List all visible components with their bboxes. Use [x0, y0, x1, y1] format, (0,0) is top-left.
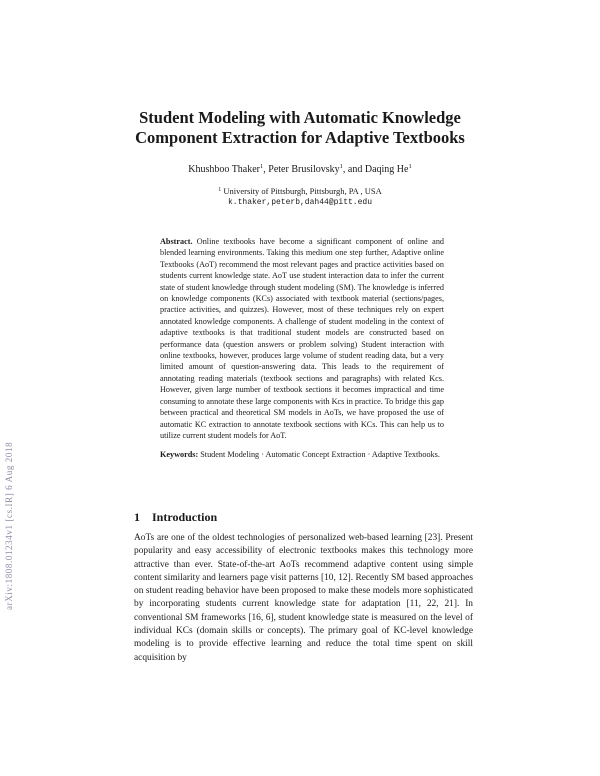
keywords-label: Keywords: — [160, 450, 199, 460]
section-number: 1 — [134, 510, 140, 524]
keywords-text: Student Modeling · Automatic Concept Extraction · Adaptive Textbooks. — [200, 450, 440, 460]
affiliation-text: University of Pittsburgh, Pittsburgh, PA , USA — [223, 186, 382, 196]
affil-mark: 1 — [218, 187, 222, 193]
author-separator: , and — [342, 164, 365, 175]
abstract-label: Abstract. — [160, 237, 193, 246]
title-line-2: Component Extraction for Adaptive Textbooks — [135, 128, 465, 147]
section-title: Introduction — [152, 510, 218, 524]
section-heading-introduction — [134, 510, 217, 525]
paper-title — [100, 108, 500, 148]
abstract-block — [160, 236, 444, 461]
author-email: k.thaker,peterb,dah44@pitt.edu — [227, 198, 373, 207]
author-list — [100, 164, 500, 176]
affiliation-line — [100, 185, 500, 197]
author-2: Peter Brusilovsky — [268, 164, 340, 175]
author-1-affil-mark: 1 — [260, 163, 264, 170]
title-line-1: Student Modeling with Automatic Knowledge — [139, 108, 461, 127]
abstract-text: Online textbooks have become a significant component of online and blended learning environments. Taking this medium one step further, Adaptive online Textbooks (AoT) recommend the most relevant pages and practice activities based on students current knowledge state. AoT use student interaction data to infer the current state of student knowledge through student modeling (SM). The knowledge is inferred on knowledge components (KCs) associated with textbook material (sections/pages, practice activities, and quizzes). However, most of these techniques rely on expert annotated knowledge components. A challenge of student modeling in the context of adaptive textbooks is that traditional student models are constructed based on performance data (question answers or problem solving) Student interaction with online textbooks, however, produces large volume of student reading data, but a very limited amount of question-answering data. This leads to the requirement of annotating reading materials (textbook sections and paragraphs) with related Kcs. However, given large number of textbook sections it becomes impractical and time consuming to annotate these large components with Kcs in practice. To bridge this gap between practical and theoretical SM models in AoTs, we have proposed the use of automatic KC extraction to annotate textbook sections with KCs. This can help us to utilize current student models for AoT. — [160, 237, 445, 440]
introduction-body — [134, 532, 473, 665]
author-3-affil-mark: 1 — [408, 163, 412, 170]
abstract-paragraph — [160, 236, 444, 441]
keywords-paragraph — [160, 449, 444, 460]
affiliation-block — [100, 185, 500, 208]
author-separator: , — [263, 164, 269, 175]
introduction-paragraph: AoTs are one of the oldest technologies of personalized web-based learning [23]. Present popularity and easy accessibility of electronic textbooks makes this technology more attractive than ever. State-of-the-art AoTs recommend adaptive content using simple content similarity and learners page visit patterns [10, 12]. Recently SM based approaches on student reading behavior have been proposed to make these models more sophisticated by incorporating students current knowledge state for adaptation [11, 22, 21]. In conventional SM frameworks [16, 6], student knowledge state is measured on the level of individual KCs (domain skills or concepts). The primary goal of KC-level knowledge modeling is to provide effective learning and reduce the total time spent on skill acquisition by — [134, 533, 473, 663]
arxiv-side-stamp: arXiv:1808.01234v1 [cs.IR] 6 Aug 2018 — [4, 441, 14, 610]
author-1: Khushboo Thaker — [188, 164, 261, 175]
author-3: Daqing He — [364, 164, 409, 175]
author-2-affil-mark: 1 — [339, 163, 343, 170]
